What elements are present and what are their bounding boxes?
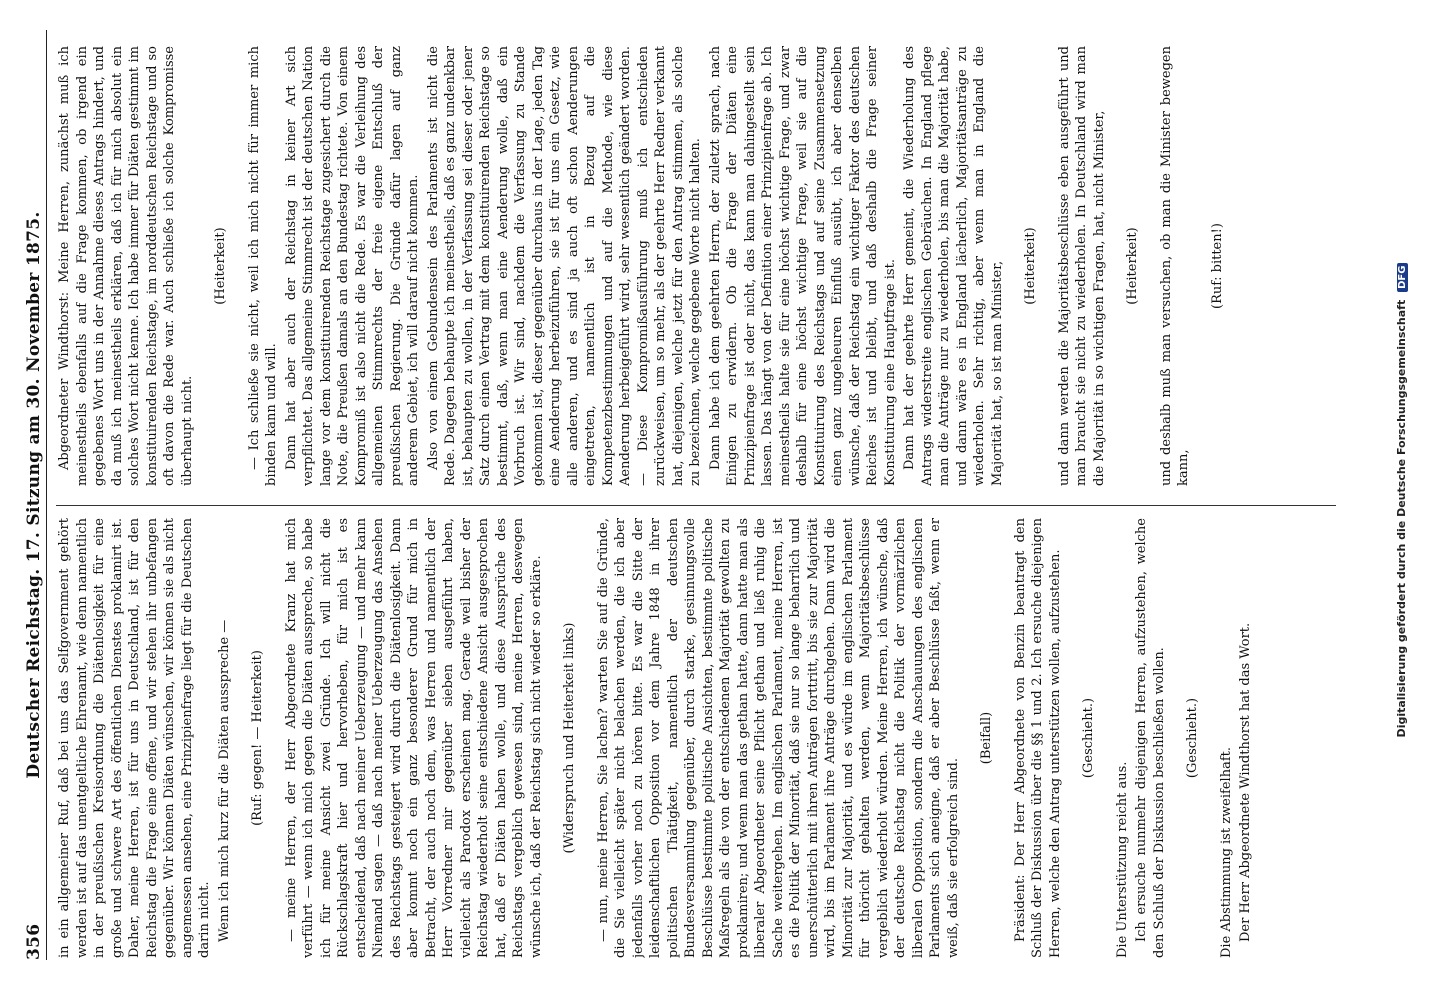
dfg-logo: DFG [1397, 263, 1408, 292]
interjection: (Heiterkeit) [1125, 227, 1140, 305]
paragraph: Der Herr Abgeordnete Windthorst hat das Wort. [1238, 622, 1253, 942]
page-header [24, 30, 47, 960]
column-divider [56, 505, 1336, 506]
paragraph: Also von einem Gebundensein des Parlaments ist nicht die Rede. Dagegen behaupte ich meinestheils, daß es ganz undenkbar ist, behaupten zu wollen, in der Verfassung sei dieser oder jener Satz durch einen Vertrag mit dem konstituirenden Reichstage so bestimmt, daß, wenn man eine Aenderung wolle, daß ein Vorbruch ist. Wir sind, nachdem die Verfassung zu Stande gekommen ist, dieser gegenüber durchaus in der Lage, jeden Tag eine Aenderung herbeizuführen, sie ist für uns ein Gesetz, wie alle anderen, und es sind ja auch oft schon Aenderungen eingetreten, namentlich ist in Bezug auf die Kompetenzbestimmungen und auf die Methode, wie diese Aenderung herbeigeführt wird, sehr wesentlich geändert worden. — Diese Kompromißausführung muß ich entschieden zurückweisen, um so mehr, als der geehrte Herr Redner verkannt hat, diejenigen, welche jetzt für den Antrag stimmen, als solche zu bezeichnen, welche gegebene Worte nicht halten. [425, 46, 703, 486]
interjection: (Widerspruch und Heiterkeit links) [562, 622, 577, 854]
interjection: (Ruf: bitten!) [1209, 223, 1225, 309]
paragraph: Abgeordneter Windthorst: Meine Herren, zunächst muß ich meinestheils ebenfalls auf die Frage kommen, ob irgend ein gegebenes Wort uns in der Annahme dieses Antrags hindert, und da muß ich meinestheils erklären, daß ich für mich absolut ein solches Wort nicht kenne. Ich habe immer für Diäten gestimmt im konstituirenden Reichstage, im norddeutschen Reichstage und so oft davon die Rede war. Auch schließe ich solche Kompromisse überhaupt nicht. [57, 46, 195, 486]
interjection: (Geschieht.) [1081, 697, 1096, 779]
paragraph: Dann hat der geehrte Herr gemeint, die Wiederholung des Antrags widerstreite englischen Gebräuchen. In England pflege man die Anträge nur zu wiederholen, bis man die Majorität habe, und dann wäre es in England lächerlich, Majoritätsanträge zu wiederholen. Sehr richtig, aber wenn man in England die Majorität hat, so ist man Minister, [902, 46, 1005, 486]
interjection: (Geschieht.) [1185, 697, 1200, 779]
paragraph: und deshalb muß man versuchen, ob man die Minister bewegen kann, [1158, 46, 1191, 486]
paragraph: Wenn ich mich kurz für die Diäten ausspreche — [216, 619, 232, 942]
digitization-credit [1395, 0, 1408, 1000]
paragraph: Präsident: Der Herr Abgeordnete von Benzin beantragt den Schluß der Diskussion über die §§ 1 und 2. Ich ersuche diejenigen Herren, welche den Antrag unterstützen wollen, aufzustehen. [1012, 518, 1063, 958]
paragraph: Dann habe ich dem geehrten Herrn, der zuletzt sprach, nach Einigen zu erwidern. Ob die Frage der Diäten eine Prinzipienfrage ist oder nicht, das kann man dahingestellt sein lassen. Das hängt von der Definition einer Prinzipienfrage ab. Ich meinestheils halte sie für eine höchst wichtige Frage, und zwar deshalb für eine höchst wichtige Frage, weil sie auf die Konstituirung des Reichstags und auf seine Zusammensetzung einen ganz ungeheuren Einfluß ausübt, ich aber denselben wünsche, daß der Reichstag ein wichtiger Faktor des deutschen Reiches ist und bleibt, und daß deshalb die Frage seiner Konstituirung eine Hauptfrage ist. [707, 46, 898, 486]
paragraph: — meine Herren, der Herr Abgeordnete Kranz hat mich verführt — wenn ich mich gegen die Diäten ausspreche, so habe ich für meine Ansicht zwei Gründe. Ich will nicht die Rückschlagskraft hier und hervorheben, für mich ist es entscheidend, daß nach meiner Ueberzeugung — und mehr kann Niemand sagen — daß nach meiner Ueberzeugung das Ansehen des Reichstags gesteigert wird durch die Diätenlosigkeit. Dann aber kommt noch ein ganz besonderer Grund für mich in Betracht, der auch noch dem, was Herren und namentlich der Herr Vorredner mir gegenüber sieben ausgeführt haben, vielleicht als Parodox erscheinen mag. Gerade weil bisher der Reichstag wiederholt seine entschiedene Ansicht ausgesprochen hat, daß er Diäten haben wolle, und diese Aussprüche des Reichstags vergeblich gewesen sind, meine Herren, deswegen wünsche ich, daß der Reichstag sich nicht wieder so erkläre. [283, 518, 544, 958]
right-column [56, 46, 1336, 486]
paragraph: Ich ersuche nunmehr diejenigen Herren, aufzustehen, welche den Schluß der Diskussion beschließen wollen. [1134, 518, 1167, 958]
interjection: (Heiterkeit) [213, 227, 228, 305]
paragraph: in ein allgemeiner Ruf, daß bei uns das Selfgovernment gehört werden ist auf das unentgeltliche Ehrenamt, wie denn namentlich in der preußischen Kreisordnung die Diätenlosigkeit für eine große und schwere Art des öffentlichen Dienstes proklamirt ist. Daher, meine Herren, ist für uns in Deutschland, ist für den Reichstag die Frage eine offene, und wir stehen ihr unbefangen gegenüber. Wir können Diäten wünschen, wir können sie als nicht angemessen ansehen, eine Prinzipienfrage liegt für die Deutschen darin nicht. [57, 518, 212, 958]
paragraph: Die Abstimmung ist zweifelhaft. [1218, 747, 1234, 958]
paragraph: und dann werden die Majoritätsbeschlüsse eben ausgeführt und man braucht sie nicht zu wiederholen. In Deutschland wird man die Majorität in so wichtigen Fragen, hat, nicht Minister, [1056, 46, 1107, 486]
interjection: (Ruf: gegen! — Heiterkeit) [250, 650, 265, 826]
interjection: (Heiterkeit) [1023, 227, 1038, 305]
page-title: Deutscher Reichstag. 17. Sitzung am 30. November 1875. [24, 211, 44, 779]
paragraph: — nun, meine Herren, Sie lachen? warten Sie auf die Gründe, die Sie vielleicht später nicht belachen werden, die ich aber jedenfalls vorher noch zu hören bitte. Es war die Sitte der leidenschaftlichen Opposition vor dem Jahre 1848 in ihrer politischen Thätigkeit, namentlich der deutschen Bundesversammlung gegenüber, durch starke, gesinnungsvolle Beschlüsse bestimmte politische Ansichten, bestimmte politische Maßregeln als die von der entschiedenen Majorität gewollten zu proklamiren; und wenn man das gethan hatte, dann hatte man als liberaler Abgeordneter seine Pflicht gethan und ließ ruhig die Sache weitergehen. Im englischen Parlament, meine Herren, ist es die Politik der Minorität, daß sie nur so lange beharrlich und unerschütterlich mit ihren Anträgen forttritt, bis sie zur Majorität wird, bis im Parlament ihre Anträge durchgehen. Dann wird die Minorität zur Majorität, und es würde im englischen Parlament für thöricht gehalten werden, wenn Majoritätsbeschlüsse vergeblich wiederholt würden. Meine Herren, ich wünsche, daß der deutsche Reichstag nicht die Politik der vormärzlichen liberalen Opposition, sondern die Anschauungen des englischen Parlaments sich aneigne, daß er aber Beschlüsse faßt, wenn er weiß, daß sie erfolgreich sind. [595, 518, 961, 958]
interjection: (Beifall) [979, 711, 994, 765]
paragraph: — Ich schließe sie nicht, weil ich mich nicht für immer mich binden kann und will. [246, 46, 279, 486]
left-column [56, 518, 1336, 958]
page-number: 356 [24, 923, 44, 960]
paragraph: Dann hat aber auch der Reichstag in keiner Art sich verpflichtet. Das allgemeine Stimmrecht ist der deutschen Nation lange vor dem konstituirenden Reichstage zugesichert durch die Note, die Preußen damals an den Bundestag richtete. Von einem Kompromiß ist also nicht die Rede. Es war die Verleihung des allgemeinen Stimmrechts der freie eigene Entschluß der preußischen Regierung. Die Gründe dafür lagen auf ganz anderem Gebiet, ich will darauf nicht kommen. [283, 46, 421, 486]
paragraph: Die Unterstützung reicht aus. [1114, 761, 1130, 958]
credit-text: Digitalisierung gefördert durch die Deutsche Forschungsgemeinschaft [1395, 299, 1408, 738]
